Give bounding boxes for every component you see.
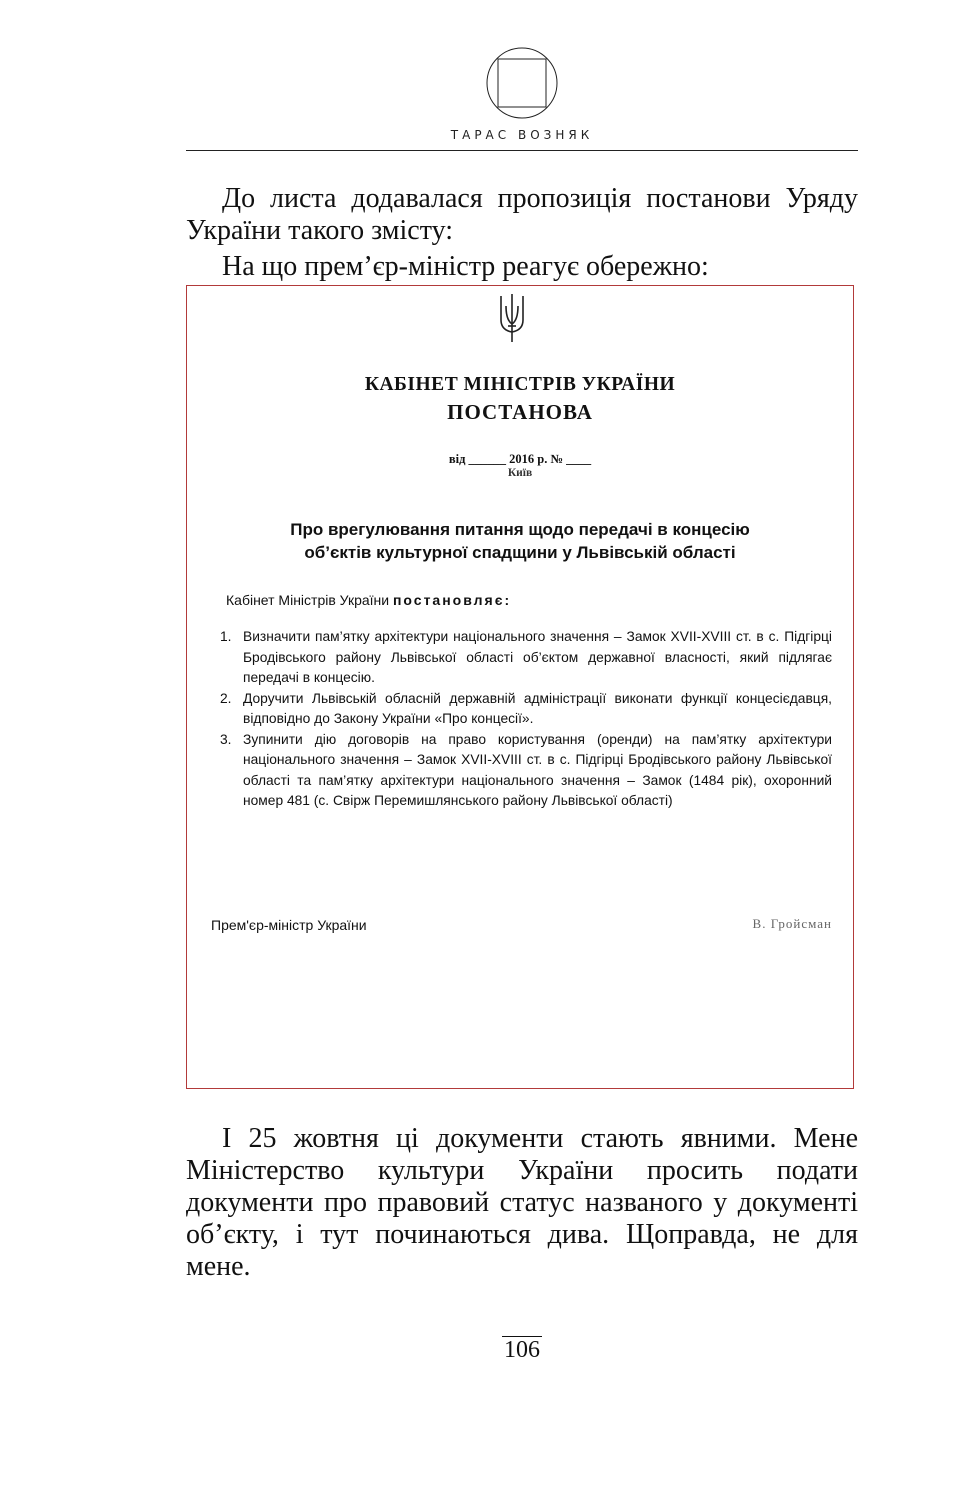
page-number [186, 1337, 858, 1364]
signature-title: Прем'єр-міністр України [211, 917, 367, 933]
signature-name: В. Гройсман [752, 916, 832, 931]
item-text: Зупинити дію договорів на право користування (оренди) на пам’ятку архітектури національного значення – Замок XVII-XVIII ст. в с. Підгірці Бродівського району Львівської області та пам’ятку архітектури національного значення – Замок (1484 рік), охоронний номер 481 (с. Свірж Перемишлянського району Львівської області) [243, 731, 832, 808]
trident-icon [495, 290, 529, 344]
list-item [220, 689, 832, 730]
running-header-author: ТАРАС ВОЗНЯК [450, 128, 594, 142]
body-paragraph-3: І 25 жовтня ці документи стають явними. Мене Міністерство культури України просить подати документи про правовий статус названого у документі об’єкту, і тут починаються дива. Щоправда, не для мене. [186, 1123, 858, 1282]
page-number-value: 106 [504, 1337, 540, 1363]
document-type: ПОСТАНОВА [447, 400, 593, 424]
document-date-line: від ______ 2016 р. № ____ [448, 452, 592, 466]
document-subject-line-2: об’єктів культурної спадщини у Львівській області [304, 543, 736, 562]
item-text: Визначити пам’ятку архітектури національного значення – Замок XVII-XVIII ст. в с. Підгірці Бродівського району Львівської області об’єктом державної власності, який підлягає передачі в концесію. [243, 629, 832, 685]
item-number: 2. [220, 690, 232, 706]
header-divider [186, 150, 858, 151]
item-number: 1. [220, 629, 232, 644]
preamble-verb: постановляє: [392, 592, 512, 608]
body-paragraph-2: На що прем’єр-міністр реагує обережно: [222, 251, 709, 282]
document-issuer: КАБІНЕТ МІНІСТРІВ УКРАЇНИ [364, 374, 676, 395]
preamble-lead: Кабінет Міністрів України [226, 592, 390, 608]
document-subject-line-1: Про врегулювання питання щодо передачі в концесію [290, 520, 750, 539]
item-text: Доручити Львівській обласній державній адміністрації виконати функції концесієдавця, відповідно до Закону України «Про концесії». [243, 690, 832, 726]
list-item [220, 627, 832, 689]
document-preamble [226, 592, 511, 608]
body-paragraph-1: До листа додавалася пропозиція постанови Уряду України такого змісту: [186, 183, 858, 246]
item-number: 3. [220, 731, 232, 747]
resolution-items [220, 627, 832, 812]
publisher-logo-icon [486, 47, 558, 119]
list-item [220, 730, 832, 812]
document-city: Київ [507, 467, 533, 479]
